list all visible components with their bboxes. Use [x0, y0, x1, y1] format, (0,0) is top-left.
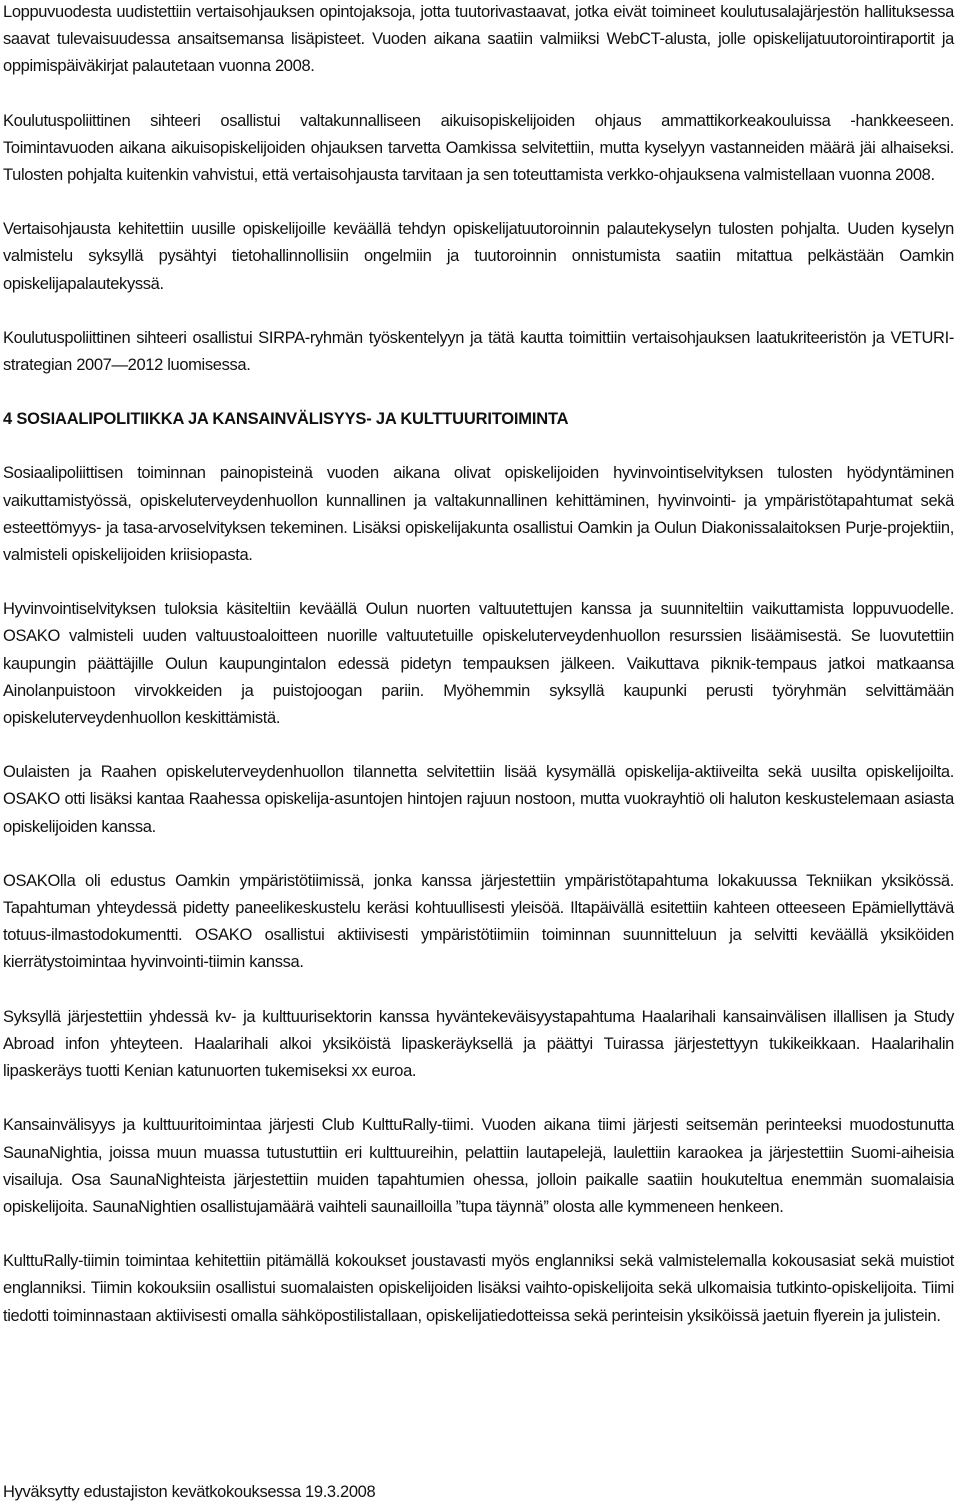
paragraph-social-policy-focus: Sosiaalipoliittisen toiminnan painopisteinä vuoden aikana olivat opiskelijoiden hyvinvointiselvityksen tulosten hyödyntäminen vaikuttamistyössä, opiskeluterveydenhuollon kunnallinen ja valtakunnallinen kehittäminen, hyvinvointi- ja ympäristötapahtumat sekä esteettömyys- ja tasa-arvoselvityksen tekeminen. Lisäksi opiskelijakunta osallistui Oamkin ja Oulun Diakonissalaitoksen Purje-projektiin, valmisteli opiskelijoiden kriisiopasta.	[3, 464, 954, 565]
paragraph-wellbeing-survey: Hyvinvointiselvityksen tuloksia käsiteltiin keväällä Oulun nuorten valtuutettujen kanssa ja suunniteltiin vaikuttamista loppuvuodelle. OSAKO valmisteli uuden valtuustoaloitteen nuorille valtuutetuille opiskeluterveydenhuollon resurssien lisäämisestä. Se luovutettiin kaupungin päättäjille Oulun kaupungintalon edessä pidetyn tempauksen jälkeen. Vaikuttava piknik-tempaus jatkoi matkaansa Ainolanpuistoon virvokkeiden ja puistojoogan pariin. Myöhemmin syksyllä kaupunki perusti työryhmän selvittämään opiskeluterveydenhuollon keskittämistä.	[3, 600, 954, 728]
paragraph-haalarihali: Syksyllä järjestettiin yhdessä kv- ja kulttuurisektorin kanssa hyväntekeväisyystapahtuma Haalarihali kansainvälisen illallisen ja Study Abroad infon yhteyteen. Haalarihali alkoi yksiköistä lipaskeräyksellä ja päättyi Tuirassa järjestettyyn tukikeikkaan. Haalarihalin lipaskeräys tuotti Kenian katunuorten tukemiseksi xx euroa.	[3, 1007, 954, 1081]
paragraph-peer-guidance-courses: Loppuvuodesta uudistettiin vertaisohjauksen opintojaksoja, jotta tuutorivastaavat, jotka eivät toimineet koulutusalajärjestön hallituksessa saavat tulevaisuudessa ansaitsemansa lisäpisteet. Vuoden aikana saatiin valmiiksi WebCT-alusta, jolle opiskelijatuutorointiraportit ja oppimispäiväkirjat palautetaan vuonna 2008.	[3, 3, 954, 76]
paragraph-oulainen-raahe: Oulaisten ja Raahen opiskeluterveydenhuollon tilannetta selvitettiin lisää kysymällä opiskelija-aktiiveilta sekä uusilta opiskelijoilta. OSAKO otti lisäksi kantaa Raahessa opiskelija-asuntojen hintojen rajuun nostoon, mutta vuokrayhtiö oli haluton keskustelemaan asiasta opiskelijoiden kanssa.	[3, 763, 954, 836]
paragraph-kulttur-rally-english: KulttuRally-tiimin toimintaa kehitettiin pitämällä kokoukset joustavasti myös englanniksi sekä valmistelemalla kokousasiat sekä muistiot englanniksi. Tiimin kokouksiin osallistui suomalaisten opiskelijoiden lisäksi vaihto-opiskelijoita sekä ulkomaisia tutkinto-opiskelijoita. Tiimi tiedotti toiminnastaan aktiivisesti omalla sähköpostilistallaan, opiskelijatiedotteissa sekä perinteisin yksiköissä jaetuin flyerein ja julistein.	[3, 1252, 954, 1325]
paragraph-new-student-guidance: Vertaisohjausta kehitettiin uusille opiskelijoille keväällä tehdyn opiskelijatuutoroinnin palautekyselyn tulosten pohjalta. Uuden kyselyn valmistelu syksyllä pysähtyi tietohallinnollisiin ongelmiin ja tuutoroinnin onnistumista saatiin mitattua pelkästään Oamkin opiskelijapalautekyssä.	[3, 220, 954, 293]
paragraph-kulttur-rally: Kansainvälisyys ja kulttuuritoimintaa järjesti Club KulttuRally-tiimi. Vuoden aikana tiimi järjesti seitsemän perinteeksi muodostunutta SaunaNightia, joissa muun muassa tutustuttiin eri kulttuureihin, pelattiin lautapelejä, laulettiin karaokea ja järjestettiin Suomi-aiheisia visailuja. Osa SaunaNighteista järjestettiin muiden tapahtumien ohessa, jolloin paikalle saatiin houkuteltua enemmän suomalaisia opiskelijoita. SaunaNightien osallistujamäärä vaihteli saunailloilla ”tupa täynnä” olosta alle kymmeneen henkeen.	[3, 1116, 954, 1216]
paragraph-environment-team: OSAKOlla oli edustus Oamkin ympäristötiimissä, jonka kanssa järjestettiin ympäristötapahtuma lokakuussa Tekniikan yksikössä. Tapahtuman yhteydessä pidetty paneelikeskustelu keräsi kohtuullisesti yleisöä. Iltapäivällä esitettiin kahteen otteeseen Epämiellyttävä totuus-ilmastodokumentti. OSAKO osallistui aktiivisesti ympäristötiimiin toiminnan suunnitteluun ja selvitti keväällä yksiköiden kierrätystoimintaa hyvinvointi-tiimin kanssa.	[3, 871, 954, 972]
section-heading: 4 SOSIAALIPOLITIIKKA JA KANSAINVÄLISYYS- JA KULTTUURITOIMINTA	[3, 410, 569, 429]
page-footer: Hyväksytty edustajiston kevätkokouksessa 19.3.2008	[3, 1483, 376, 1501]
paragraph-adult-student-guidance: Koulutuspoliittinen sihteeri osallistui valtakunnalliseen aikuisopiskelijoiden ohjaus ammattikorkeakouluissa -hankkeeseen. Toimintavuoden aikana aikuisopiskelijoiden ohjauksen tarvetta Oamkissa selvitettiin, mutta kyselyyn vastanneiden määrä jäi alhaiseksi. Tulosten pohjalta kuitenkin vahvistui, että vertaisohjausta tarvitaan ja sen toteuttamista verkko-ohjauksena valmistellaan vuonna 2008.	[3, 111, 954, 185]
paragraph-sirpa-group: Koulutuspoliittinen sihteeri osallistui SIRPA-ryhmän työskentelyyn ja tätä kautta toimittiin vertaisohjauksen laatukriteeristön ja VETURI-strategian 2007—2012 luomisessa.	[3, 328, 954, 375]
